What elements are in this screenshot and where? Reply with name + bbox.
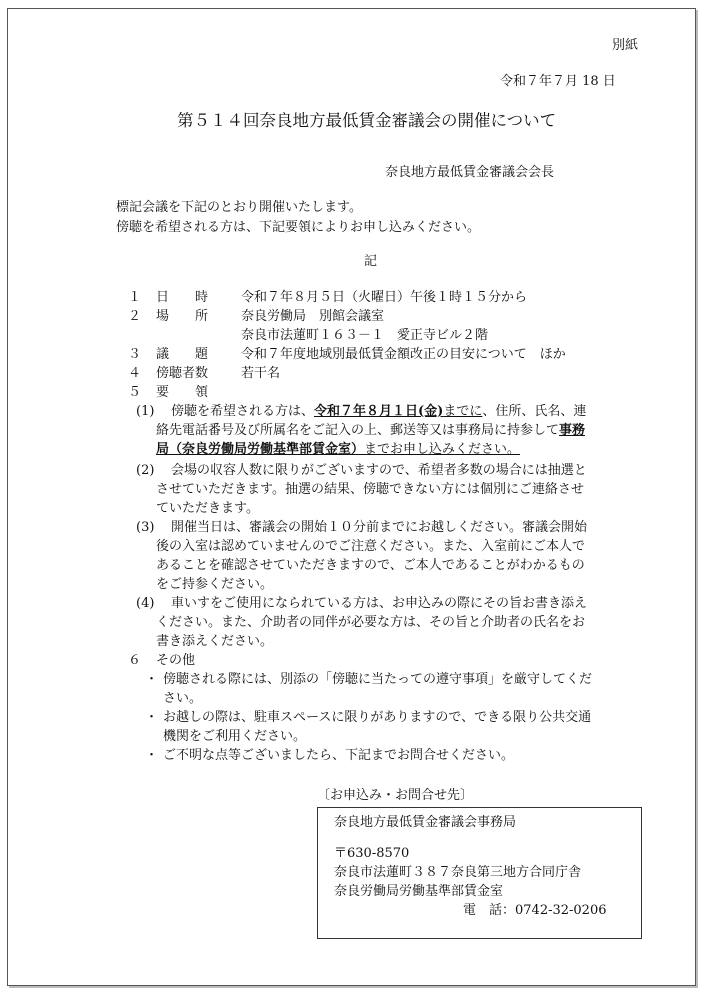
item-2-number: ２ — [128, 309, 142, 324]
procedure-1-line-2 — [156, 421, 585, 440]
procedure-1-line-3 — [156, 440, 520, 459]
procedure-3-line-4: をご持参ください。 — [156, 577, 274, 592]
item-1-label: 日 時 — [156, 290, 209, 305]
other-1-line-1: 傍聴される際には、別添の「傍聴に当たっての遵守事項」を厳守してくだ — [163, 672, 593, 687]
procedure-4-number: (4) — [136, 596, 155, 611]
other-3-bullet: ・ — [145, 748, 159, 763]
procedure-4-line-3: 書き添えください。 — [156, 634, 274, 649]
item-2-value-1: 奈良労働局 別館会議室 — [241, 309, 385, 324]
item-2-label: 場 所 — [156, 309, 209, 324]
item-6-label: その他 — [156, 653, 196, 668]
procedure-1-text-c: 、住所、氏名、連 — [482, 404, 587, 419]
item-3-number: ３ — [128, 347, 142, 362]
item-1-value: 令和７年８月５日（火曜日）午後１時１５分から — [241, 290, 528, 305]
document-date: 令和７年７月 18 日 — [500, 74, 616, 89]
procedure-1-deadline: 令和７年８月１日(金) — [314, 404, 444, 419]
ki-heading: 記 — [364, 254, 378, 269]
procedure-1-number: (1) — [136, 404, 155, 419]
contact-tel: 電 話：0742-32-0206 — [463, 903, 607, 918]
procedure-3-number: (3) — [136, 520, 155, 535]
item-5-number: ５ — [128, 385, 142, 400]
procedure-4-line-1: 車いすをご使用になられている方は、お申込みの際にその旨お書き添え — [171, 596, 588, 611]
other-2-line-2: 機関をご利用ください。 — [163, 729, 307, 744]
item-4-label: 傍聴者数 — [156, 366, 209, 381]
other-2-bullet: ・ — [145, 710, 159, 725]
procedure-2-line-3: ていただきます。 — [156, 501, 259, 516]
document-title: 第５１４回奈良地方最低賃金審議会の開催について — [177, 111, 557, 130]
document-page — [7, 8, 696, 986]
contact-postal: 〒630-8570 — [334, 846, 410, 861]
procedure-4-line-2: ください。また、介助者の同伴が必要な方は、その旨と介助者の氏名をお — [156, 615, 586, 630]
procedure-1-office-part-1: 事務 — [559, 423, 586, 438]
procedure-1-text-line2: 絡先電話番号及び所属名をご記入の上、郵送等又は事務局に持参して — [156, 423, 560, 438]
intro-line-2: 傍聴を希望される方は、下記要領によりお申し込みください。 — [116, 220, 481, 235]
other-1-line-2: さい。 — [163, 691, 203, 706]
item-4-number: ４ — [128, 366, 142, 381]
item-2-value-2: 奈良市法蓮町１６３－１ 愛正寺ビル２階 — [241, 328, 489, 343]
procedure-1-text-b: までに — [443, 404, 483, 419]
contact-heading: 〔お申込み・お問合せ先〕 — [317, 788, 474, 803]
other-1-bullet: ・ — [145, 672, 159, 687]
procedure-3-line-2: 後の入室は認めていませんのでご注意ください。また、入室前にご本人で — [156, 539, 586, 554]
procedure-2-line-2: させていただきます。抽選の結果、傍聴できない方には個別にご連絡させ — [156, 482, 584, 497]
item-3-value: 令和７年度地域別最低賃金額改正の目安について ほか — [241, 347, 566, 362]
procedure-3-line-3: あることを確認させていただきますので、ご本人であることがわかるもの — [156, 558, 585, 573]
attachment-label: 別紙 — [612, 38, 639, 53]
procedure-3-line-1: 開催当日は、審議会の開始１０分前までにお越しください。審議会開始 — [171, 520, 588, 535]
sender-name: 奈良地方最低賃金審議会会長 — [385, 165, 555, 180]
intro-line-1: 標記会議を下記のとおり開催いたします。 — [116, 200, 362, 215]
procedure-2-number: (2) — [136, 463, 155, 478]
item-1-number: １ — [128, 290, 142, 305]
item-3-label: 議 題 — [156, 347, 209, 362]
procedure-2-line-1: 会場の収容人数に限りがございますので、希望者多数の場合には抽選と — [171, 463, 587, 478]
other-2-line-1: お越しの際は、駐車スペースに限りがありますので、できる限り公共交通 — [163, 710, 592, 725]
contact-address: 奈良市法蓮町３８７奈良第三地方合同庁舎 — [334, 865, 582, 880]
procedure-1-text-line3: までお申し込みください。 — [364, 442, 521, 457]
other-3-line-1: ご不明な点等ございましたら、下記までお問合せください。 — [163, 748, 515, 763]
item-5-label: 要 領 — [156, 385, 209, 400]
procedure-1-line-1 — [171, 402, 586, 421]
contact-dept: 奈良労働局労働基準部賃金室 — [334, 884, 504, 899]
item-6-number: ６ — [128, 653, 142, 668]
contact-box — [317, 807, 642, 939]
procedure-1-text-a: 傍聴を希望される方は、 — [171, 404, 315, 419]
procedure-1-office-part-2: 局（奈良労働局労働基準部賃金室） — [156, 442, 365, 457]
contact-org: 奈良地方最低賃金審議会事務局 — [334, 815, 517, 830]
item-4-value: 若干名 — [241, 366, 281, 381]
